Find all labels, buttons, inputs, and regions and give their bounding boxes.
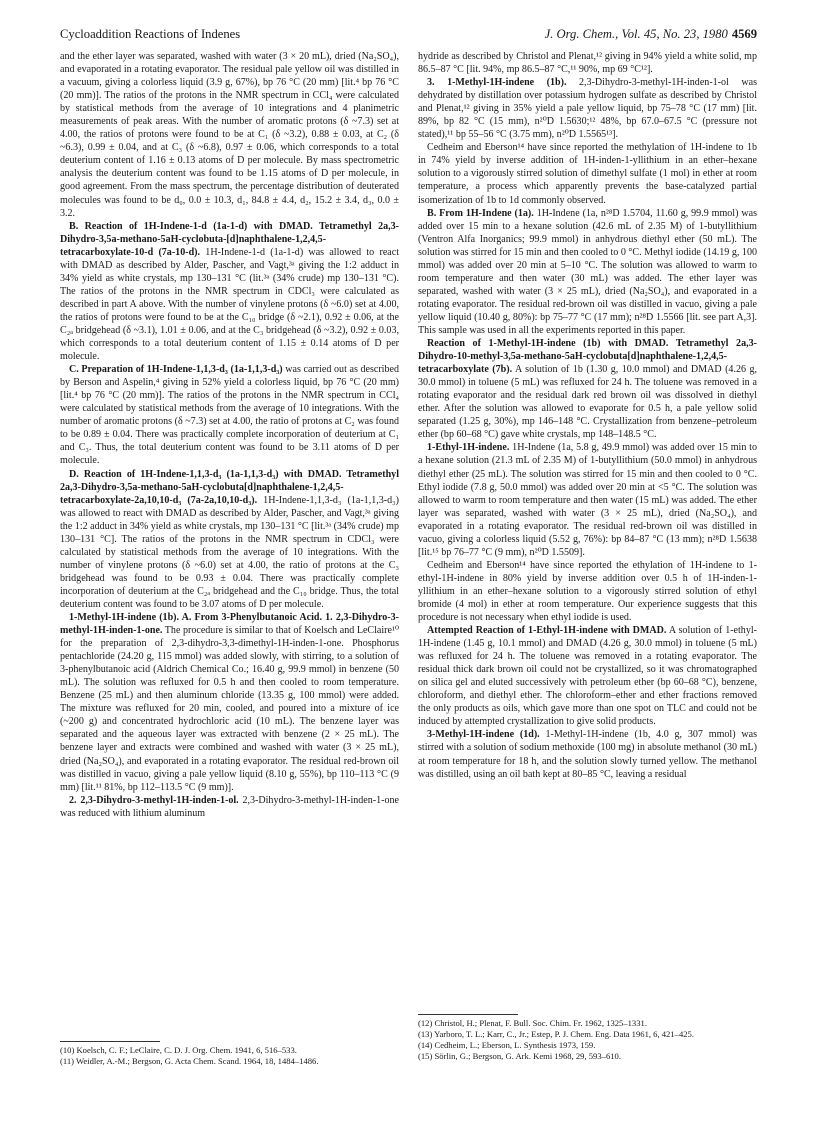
- paragraph: [418, 728, 757, 780]
- paragraph-text: 1H-Indene (1a, 5.8 g, 49.9 mmol) was added over 15 min to a hexane solution (21.3 mL of 2.35 M) of 1-butyllithium (50.0 mmol) in anhydrous diethyl ether (25 mL). The solution was stirred for 15 min and then cooled to 0 °C. Ethyl iodide (7.8 g, 50.0 mmol) was added over 20 min at <5 °C. The solution was allowed to warm to room temperature and then water (15 mL) was added. The ether layer was separated, washed with water (3 × 25 mL), dried (Na₂SO₄), and evaporated in a rotating evaporator. The residual red-brown oil was distilled in vacuo, giving a colorless liquid (5.52 g, 76%): bp 84–87 °C (13 mm); n²⁸D 1.5638 [lit.¹⁵ bp 76–77 °C (9 mm), n²⁰D 1.5509].: [418, 442, 757, 558]
- footnote-rule-right: [418, 1014, 518, 1015]
- paragraph: [60, 363, 399, 467]
- footnotes-left: [60, 1045, 399, 1067]
- running-title: Cycloaddition Reactions of Indenes: [60, 27, 241, 41]
- paragraph-text: Cedheim and Eberson¹⁴ have since reported the methylation of 1H-indene to 1b in 74% yield by inverse addition of 1H-inden-1-yllithium in an ether–hexane solution to a vigorously stirred solution of dimethyl sulfate (1 mol) in ether at room temperature, a process which apparently prevents the base-catalyzed partial isomerization of 1b to 1d commonly observed.: [418, 142, 757, 206]
- page-number: 4569: [731, 27, 757, 41]
- paragraph: [60, 794, 399, 820]
- section-heading: 2. 2,3-Dihydro-3-methyl-1H-inden-1-ol.: [69, 794, 239, 806]
- footnote: (13) Yarboro, T. L.; Karr, C., Jr.; Estep, P. J. Chem. Eng. Data 1961, 6, 421–425.: [418, 1029, 694, 1039]
- paragraph-text: The procedure is similar to that of Koelsch and LeClaire¹⁰ for the preparation of 2,3-dihydro-3,3-dimethyl-1H-inden-1-one. Phosphorus pentachloride (24.20 g, 115 mmol) was added slowly, with stirring, to a solution of 3-phenylbutanoic acid (Aldrich Chemical Co.; 16.40 g, 99.9 mmol) in benzene (50 mL). The solution was refluxed for 0.5 h and then cooled to room temperature. Benzene (25 mL) and then aluminum chloride (13.35 g, 100 mmol) were added. The mixture was refluxed for 20 min, cooled, and poured into a mixture of ice (~200 g) and concentrated hydrochloric acid (10 mL). The benzene layer was separated and the aqueous layer was extracted with benzene (2 × 25 mL). The benzene layer and extracts were combined and washed with water (3 × 25 mL), dried (Na₂SO₄), and evaporated in a rotating evaporator. The residual red-brown oil was distilled in vacuo, giving a pale yellow liquid (8.10 g, 55%), bp 110–113 °C (9 mm) [lit.¹¹ 81%, bp 112–113.5 °C (9 mm)].: [60, 625, 399, 793]
- paragraph: [418, 559, 757, 624]
- paragraph-text: 2,3-Dihydro-3-methyl-1H-inden-1-ol was dehydrated by distillation over potassium hydrogen sulfate as described by Christol and Plenat,¹² giving in 35% yield a pale yellow liquid, bp 75–78 °C (17 mm) [lit. 89%, bp 82 °C (15 mm), n²⁰D 1.5630;¹² 48%, bp 67.0–67.5 °C (pressure not stated),¹¹ bp 55–56 °C (3.75 mm), n²⁰D 1.5565¹³].: [418, 77, 758, 141]
- paragraph: [418, 207, 757, 337]
- footnote: (12) Christol, H.; Plenat, F. Bull. Soc. Chim. Fr. 1962, 1325–1331.: [418, 1018, 647, 1028]
- paragraph-text: 1H-Indene-1,1,3-d₃ (1a-1,1,3-d₃) was allowed to react with DMAD as described by Alder, Pascher, and Vagt,³ᵃ giving the 1:2 adduct in 34% yield as white crystals, mp 130–131 °C [lit.³ᵃ (34% crude) mp 130–131 °C]. The ratios of the protons in the NMR spectrum in CDCl₃ were calculated by statistical methods from the average of 10 integrations. With the number of vinylene protons (δ ~6.0) set at 4.00, the ratio of protons at the C₃ bridgehead was found to be 0.93 ± 0.04. There was practically complete incorporation of deuterium at the C₂ₐ bridgehead and the C₁₀ bridge. Thus, the total deuterium content was found to be 3.07 atoms of D per molecule.: [60, 494, 399, 610]
- section-heading: C. Preparation of 1H-Indene-1,1,3-d₃ (1a-1,1,3-d₃): [69, 364, 283, 376]
- left-column: [60, 50, 399, 820]
- section-heading: Attempted Reaction of 1-Ethyl-1H-indene with DMAD.: [427, 625, 667, 637]
- footnotes-right: [418, 1018, 757, 1062]
- section-heading: 1-Ethyl-1H-indene.: [427, 442, 510, 454]
- footnote: (10) Koelsch, C. F.; LeClaire, C. D. J. Org. Chem. 1941, 6, 516–533.: [60, 1045, 297, 1055]
- journal-citation: J. Org. Chem., Vol. 45, No. 23, 1980 4569: [544, 27, 757, 41]
- paragraph-text: A solution of 1b (1.30 g, 10.0 mmol) and DMAD (4.26 g, 30.0 mmol) in toluene (5 mL) was refluxed for 24 h. The toluene was removed in a rotating evaporator and the residual dark red brown oil was dissolved in diethyl ether. After the solution was allowed to evaporate for 0.5 h, a pale yellow solid separated (1.25 g, 30%), mp 146–148 °C. Crystallization from benzene–petroleum ether (bp 60–68 °C) gave white crystals, mp 148–148.5 °C.: [418, 364, 757, 441]
- paragraph: [418, 624, 757, 728]
- section-heading: D. Reaction of 1H-Indene-1,1,3-d₃ (1a-1,1,3-d₃) with DMAD. Tetramethyl 2a,3-Dihydro-3,5a-methano-5aH-cyclobuta[d]naphthalene-1,2,4,5-tetracarboxylate-2a,10,10-d₃ (7a-2a,10,10-d₃).: [60, 468, 399, 506]
- running-header: [60, 24, 757, 44]
- footnote: (15) Sörlin, G.; Bergson, G. Ark. Kemi 1968, 29, 593–610.: [418, 1051, 621, 1061]
- right-column: [418, 50, 757, 781]
- paragraph-text: hydride as described by Christol and Plenat,¹² giving in 94% yield a white solid, mp 86.5–87 °C [lit. 94%, mp 86.5–87 °C,¹¹ 90%, mp 69 °C¹²].: [418, 51, 757, 76]
- section-heading: 3-Methyl-1H-indene (1d).: [427, 729, 540, 741]
- paragraph-text: 2,3-Dihydro-3-methyl-1H-inden-1-one was reduced with lithium aluminum: [60, 794, 399, 819]
- paragraph-text: was carried out as described by Berson and Aspelin,⁴ giving in 52% yield a colorless liquid, bp 76 °C (20 mm) [lit.⁴ bp 76 °C (20 mm)]. The ratios of the protons in the NMR spectrum in CCl₄ were calculated by statistical methods from the average of 10 integrations. With the number of aromatic protons (δ ~7.3) set at 4.00, the ratio of protons at C₂ was found to be 0.89 ± 0.04. There was practically complete incorporation of deuterium at C₁ and C₃. Thus, the total deuterium content was found to be 3.11 atoms of D per molecule.: [60, 364, 399, 467]
- paragraph: [418, 50, 757, 76]
- paragraph: [60, 611, 399, 794]
- paragraph-text: 1-Methyl-1H-indene (1b, 4.0 g, 307 mmol) was stirred with a solution of sodium methoxide (100 mg) in absolute methanol (30 mL) at room temperature for 18 h, and the solution slowly turned yellow. The methanol was distilled, using an oil bath kept at 80–85 °C, leaving a residual: [418, 729, 757, 780]
- paragraph: [60, 468, 399, 612]
- paragraph: [60, 50, 399, 220]
- paragraph: [418, 441, 757, 558]
- paragraph: [418, 76, 757, 141]
- footnote: (14) Cedheim, L.; Eberson, L. Synthesis 1973, 159.: [418, 1040, 596, 1050]
- section-heading: 3. 1-Methyl-1H-indene (1b).: [427, 77, 567, 89]
- paragraph-text: 1H-Indene-1-d (1a-1-d) was allowed to react with DMAD as described by Alder, Pascher, and Vagt,³ᵃ giving the 1:2 adduct in 34% yield as white crystals, mp 130–131 °C (lit.³ᵃ (34% crude) mp 130–131 °C). The ratios of the protons in the NMR spectrum in CDCl₃ were calculated as described in part A above. With the number of vinylene protons (δ ~6.0) set at 4.00, the ratios of protons were found to be at the C₁₀ bridge (δ ~2.1), 0.92 ± 0.06, at the C₂ₐ bridgehead (δ ~3.1), 1.01 ± 0.06, and at the C₃ bridgehead (δ ~3.2), 0.92 ± 0.03, which corresponds to a total deuterium content of 1.15 ± 0.14 atoms of D per molecule.: [60, 246, 399, 363]
- section-heading: B. From 1H-Indene (1a).: [427, 207, 534, 219]
- paragraph-text: 1H-Indene (1a, n²⁸D 1.5704, 11.60 g, 99.9 mmol) was added over 15 min to a hexane solution (42.6 mL of 2.35 M) of 1-butyllithium (Ventron Alfa Inorganics; 99.9 mmol) in anhydrous diethyl ether (50 mL). The solution was stirred for 15 min and then cooled to 0 °C. Methyl iodide (14.19 g, 100 mmol) was added over 20 min at 5–10 °C. The solution was allowed to warm to room temperature and then water (30 mL) was added. The ether layer was separated, washed with water (3 × 25 mL), dried (Na₂SO₄), and evaporated in a rotating evaporator. The residual red-brown oil was distilled in vacuo, giving a pale yellow liquid (10.40 g, 80%): bp 75–77 °C (17 mm); n²⁸D 1.5566 [lit. see part A,3]. This sample was used in all the experiments reported in this paper.: [418, 207, 757, 336]
- section-heading: 1-Methyl-1H-indene (1b). A. From 3-Phenylbutanoic Acid. 1. 2,3-Dihydro-3-methyl-1H-inden-1-one.: [60, 612, 399, 637]
- paragraph: [60, 220, 399, 364]
- footnote: (11) Weidler, A.-M.; Bergson, G. Acta Chem. Scand. 1964, 18, 1484–1486.: [60, 1056, 319, 1066]
- section-heading: B. Reaction of 1H-Indene-1-d (1a-1-d) with DMAD. Tetramethyl 2a,3-Dihydro-3,5a-methano-5aH-cyclobuta-[d]naphthalene-1,2,4,5-tetracarboxylate-10-d (7a-10-d).: [60, 220, 399, 258]
- footnote-rule-left: [60, 1041, 160, 1042]
- paragraph-text: and the ether layer was separated, washed with water (3 × 20 mL), dried (Na₂SO₄), and evaporated in a rotating evaporator. The residual pale yellow oil was distilled in a vacuum, giving a colorless liquid (3.9 g, 67%), bp 76 °C (20 mm) [lit.⁴ bp 76 °C (20 mm)]. The ratios of the protons in the NMR spectrum in CCl₄ were calculated by statistical methods from the average of 10 integrations and 4 planimetric measurements of peak areas. With the number of aromatic protons (δ ~7.3) set at 4.00, the ratios of protons were found to be at C₁ (δ ~3.2), 0.88 ± 0.03, at C₂ (δ ~6.3), 0.99 ± 0.04, and at C₃ (δ ~6.8), 0.97 ± 0.06, which corresponds to a total deuterium content of 1.16 ± 0.13 atoms of D per molecule. By mass spectrometric analysis the deuterium content was found to be 1.15 atoms of D per molecule, in good agreement. From the mass spectrum, the percentage distribution of deuterated molecules was found to be d₀, 0.0 ± 10.3, d₁, 84.8 ± 4.4, d₂, 15.2 ± 3.4, d₃, 0.0 ± 3.2.: [60, 51, 399, 219]
- paragraph: [418, 141, 757, 206]
- paragraph-text: Cedheim and Eberson¹⁴ have since reported the ethylation of 1H-indene to 1-ethyl-1H-indene in 80% yield by inverse addition over 0.5 h of 1H-inden-1-yllithium in an ether–hexane solution to a vigorously stirred solution of ethyl bromide (4 mol) in ether at room temperature. Our experience suggests that this procedure is not necessary when ethyl iodide is used.: [418, 559, 757, 624]
- section-heading: Reaction of 1-Methyl-1H-indene (1b) with DMAD. Tetramethyl 2a,3-Dihydro-10-methyl-3,5a-methano-5aH-cyclobuta[d]naphthalene-1,2,4,5-tetracarboxylate (7b).: [418, 338, 757, 376]
- paragraph: [418, 337, 757, 441]
- paragraph-text: A solution of 1-ethyl-1H-indene (1.45 g, 10.1 mmol) and DMAD (4.26 g, 30.0 mmol) in toluene (5 mL) was refluxed for 24 h. The toluene was removed in a rotating evaporator. The residual thick dark brown oil could not be crystallized, so it was chromatographed on silica gel and eluted successively with petroleum ether (bp 60–68 °C), benzene, chloroform, and diethyl ether. The chloroform–ether and ether fractions removed the only products as oils, which gave more than one spot on TLC and could not be induced by attempted crystallization to give solid products.: [418, 625, 757, 728]
